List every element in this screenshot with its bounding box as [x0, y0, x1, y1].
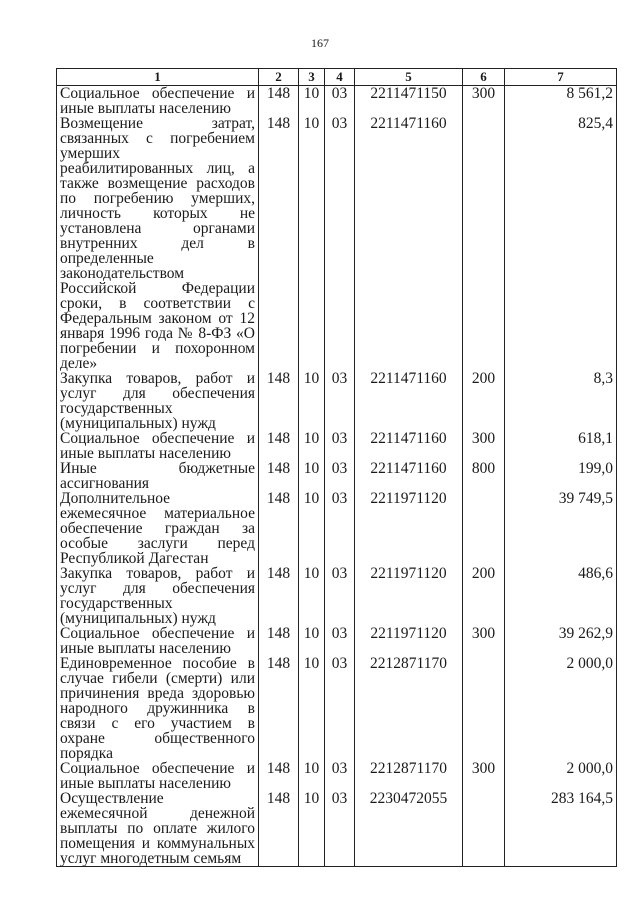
table-row — [57, 371, 617, 431]
expense-type — [463, 791, 505, 867]
target-article: 2211971120 — [355, 626, 463, 656]
ministry-code: 148 — [259, 371, 299, 431]
item-name: Социальное обеспечение и иные выплаты населению — [57, 431, 259, 461]
subsection-code: 03 — [325, 371, 355, 431]
section-code: 10 — [299, 491, 325, 566]
section-code: 10 — [299, 461, 325, 491]
amount: 618,1 — [505, 431, 617, 461]
column-header: 7 — [505, 69, 617, 86]
amount: 486,6 — [505, 566, 617, 626]
target-article: 2212871170 — [355, 761, 463, 791]
ministry-code: 148 — [259, 791, 299, 867]
table-row — [57, 461, 617, 491]
column-header: 3 — [299, 69, 325, 86]
item-name: Закупка товаров, работ и услуг для обеспечения государственных (муниципальных) нужд — [57, 566, 259, 626]
section-code: 10 — [299, 116, 325, 371]
expense-type: 200 — [463, 371, 505, 431]
ministry-code: 148 — [259, 116, 299, 371]
target-article: 2211971120 — [355, 566, 463, 626]
column-header: 2 — [259, 69, 299, 86]
subsection-code: 03 — [325, 791, 355, 867]
section-code: 10 — [299, 761, 325, 791]
ministry-code: 148 — [259, 761, 299, 791]
table-row — [57, 116, 617, 371]
section-code: 10 — [299, 431, 325, 461]
table-row — [57, 761, 617, 791]
column-header: 6 — [463, 69, 505, 86]
amount: 199,0 — [505, 461, 617, 491]
expense-type — [463, 116, 505, 371]
section-code: 10 — [299, 626, 325, 656]
section-code: 10 — [299, 371, 325, 431]
amount: 8,3 — [505, 371, 617, 431]
table-row — [57, 656, 617, 761]
ministry-code: 148 — [259, 461, 299, 491]
target-article: 2212871170 — [355, 656, 463, 761]
item-name: Осуществление ежемесячной денежной выплаты по оплате жилого помещения и коммунальных услуг многодетным семьям — [57, 791, 259, 867]
amount: 39 262,9 — [505, 626, 617, 656]
amount: 39 749,5 — [505, 491, 617, 566]
table-row — [57, 431, 617, 461]
subsection-code: 03 — [325, 86, 355, 117]
expense-type: 800 — [463, 461, 505, 491]
section-code: 10 — [299, 566, 325, 626]
table-row — [57, 491, 617, 566]
ministry-code: 148 — [259, 626, 299, 656]
amount: 283 164,5 — [505, 791, 617, 867]
column-header: 5 — [355, 69, 463, 86]
amount: 2 000,0 — [505, 761, 617, 791]
item-name: Иные бюджетные ассигнования — [57, 461, 259, 491]
section-code: 10 — [299, 791, 325, 867]
subsection-code: 03 — [325, 656, 355, 761]
target-article: 2211471160 — [355, 461, 463, 491]
expense-type — [463, 656, 505, 761]
amount: 8 561,2 — [505, 86, 617, 117]
expense-type: 300 — [463, 761, 505, 791]
table-row — [57, 86, 617, 117]
expense-type: 300 — [463, 626, 505, 656]
expense-type: 300 — [463, 431, 505, 461]
subsection-code: 03 — [325, 461, 355, 491]
item-name: Социальное обеспечение и иные выплаты населению — [57, 86, 259, 117]
section-code: 10 — [299, 656, 325, 761]
column-header: 4 — [325, 69, 355, 86]
subsection-code: 03 — [325, 761, 355, 791]
expense-type: 200 — [463, 566, 505, 626]
target-article: 2211471160 — [355, 431, 463, 461]
item-name: Единовременное пособие в случае гибели (смерти) или причинения вреда здоровью народного дружинника в связи с его участием в охране общественного порядка — [57, 656, 259, 761]
section-code: 10 — [299, 86, 325, 117]
target-article: 2211471160 — [355, 371, 463, 431]
target-article: 2211471150 — [355, 86, 463, 117]
target-article: 2211971120 — [355, 491, 463, 566]
column-header: 1 — [57, 69, 259, 86]
item-name: Социальное обеспечение и иные выплаты населению — [57, 626, 259, 656]
page-number: 167 — [311, 36, 329, 50]
item-name: Дополнительное ежемесячное материальное обеспечение граждан за особые заслуги перед Республикой Дагестан — [57, 491, 259, 566]
table-row — [57, 566, 617, 626]
subsection-code: 03 — [325, 626, 355, 656]
ministry-code: 148 — [259, 656, 299, 761]
item-name: Социальное обеспечение и иные выплаты населению — [57, 761, 259, 791]
budget-table — [56, 68, 617, 867]
table-row — [57, 791, 617, 867]
header-row — [57, 69, 617, 86]
amount: 2 000,0 — [505, 656, 617, 761]
ministry-code: 148 — [259, 566, 299, 626]
ministry-code: 148 — [259, 86, 299, 117]
table-row — [57, 626, 617, 656]
subsection-code: 03 — [325, 566, 355, 626]
subsection-code: 03 — [325, 116, 355, 371]
target-article: 2211471160 — [355, 116, 463, 371]
expense-type — [463, 491, 505, 566]
subsection-code: 03 — [325, 491, 355, 566]
expense-type: 300 — [463, 86, 505, 117]
target-article: 2230472055 — [355, 791, 463, 867]
subsection-code: 03 — [325, 431, 355, 461]
ministry-code: 148 — [259, 431, 299, 461]
item-name: Возмещение затрат, связанных с погребением умерших реабилитированных лиц, а также возмещение расходов по погребению умерших, личность которых не установлена органами внутренних дел в определенные законодательством Российской Федерации сроки, в соответствии с Федеральным законом от 12 января 1996 года № 8-ФЗ «О погребении и похоронном деле» — [57, 116, 259, 371]
ministry-code: 148 — [259, 491, 299, 566]
amount: 825,4 — [505, 116, 617, 371]
item-name: Закупка товаров, работ и услуг для обеспечения государственных (муниципальных) нужд — [57, 371, 259, 431]
